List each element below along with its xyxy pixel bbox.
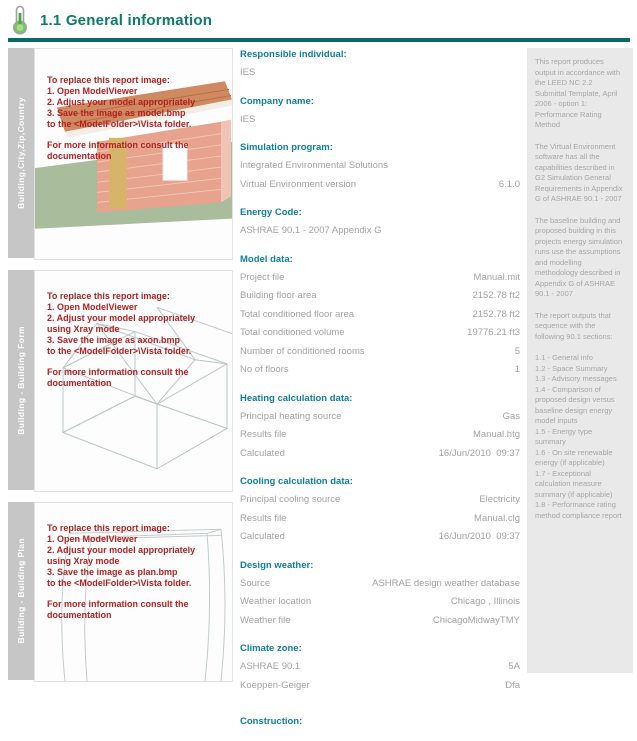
image-panels-column: [8, 48, 233, 692]
row-label: Virtual Environment version: [240, 178, 356, 190]
row-label: IES: [240, 113, 256, 125]
report-sections: [240, 46, 520, 741]
section-cooling-calculation-data: [240, 473, 520, 547]
panel-vertical-label: Building - Building Plan: [16, 538, 26, 644]
sidebar-paragraph: This report produces output in accordance with the LEED NC 2.2 Submittal Template, April 2006 - option 1: Performance Rating Method: [535, 57, 621, 129]
row-label: Calculated: [240, 531, 285, 542]
section-title: Climate zone:: [240, 643, 302, 654]
row-value: Gas: [502, 410, 520, 422]
data-row: [240, 111, 520, 130]
overlay-instruction-line: documentation: [47, 378, 112, 388]
section-title: Model data:: [240, 253, 293, 265]
data-row: [240, 658, 520, 677]
row-value: 16/Jun/2010 09:37: [438, 447, 520, 459]
row-label: Weather file: [240, 614, 291, 626]
row-label: ASHRAE 90.1 - 2007 Appendix G: [240, 225, 382, 236]
data-row: [240, 593, 520, 612]
overlay-instruction-line: [47, 357, 227, 367]
sidebar-notes: [527, 48, 633, 673]
row-value: 2152.78 ft2: [472, 308, 520, 320]
panel-side-strip: [8, 48, 34, 258]
row-value: Electricity: [479, 494, 520, 505]
row-label: Principal cooling source: [240, 494, 341, 505]
data-row: [240, 361, 520, 380]
section-heating-calculation-data: [240, 390, 520, 464]
panel-building-plan: [8, 502, 233, 682]
sidebar-section-item: 1.8 - Performance rating method compliance report: [535, 500, 622, 520]
section-title: Construction:: [240, 716, 303, 727]
sidebar-section-item: 1.6 - On site renewable energy (if applicable): [535, 447, 613, 467]
overlay-instruction-line: For more information consult the: [47, 367, 189, 377]
row-label: Total conditioned floor area: [240, 308, 355, 320]
row-label: Koeppen-Geiger: [240, 679, 310, 691]
section-climate-zone: [240, 640, 520, 695]
row-label: Integrated Environmental Solutions: [240, 160, 388, 171]
section-title: Simulation program:: [240, 142, 333, 153]
overlay-instruction-line: [47, 589, 227, 599]
row-value: 1: [514, 364, 520, 375]
panel-building-city-zip-country: [8, 48, 233, 260]
panel-side-strip: [8, 270, 34, 490]
row-label: Number of conditioned rooms: [240, 345, 365, 357]
row-value: Manual.clg: [474, 512, 520, 524]
sidebar-section-list: [535, 353, 625, 521]
panel-vertical-label: Building,City,Zip,Country: [16, 97, 26, 209]
sidebar-paragraph: The Virtual Environment software has all the capabilities described in G2 Simulation General Requirements in Appendix G of ASHRAE 90.1 - 2007: [535, 141, 623, 203]
data-row: [240, 528, 520, 547]
overlay-instruction-line: 1. Open ModelViewer: [47, 302, 138, 312]
overlay-instructions: [47, 75, 227, 162]
data-row: [240, 343, 520, 362]
panel-vertical-label: Building - Building Form: [16, 325, 26, 435]
sidebar-section-item: 1.5 - Energy type summary: [535, 426, 593, 446]
overlay-instruction-line: using Xray mode: [47, 556, 120, 566]
data-row: [240, 408, 520, 427]
overlay-instruction-line: 3. Save the image as plan.bmp: [47, 567, 178, 577]
overlay-instruction-line: To replace this report image:: [47, 75, 170, 85]
overlay-instruction-line: to the <ModelFolder>\Vista folder.: [47, 119, 192, 129]
data-row: [240, 510, 520, 529]
model-image-area: [34, 48, 233, 260]
overlay-instruction-line: 1. Open ModelViewer: [47, 534, 138, 544]
thermometer-icon: [8, 5, 32, 35]
section-construction: [240, 713, 520, 731]
section-title: Design weather:: [240, 559, 314, 571]
data-row: [240, 157, 520, 176]
data-row: [240, 222, 520, 241]
row-value: 5: [514, 345, 520, 357]
sidebar-paragraph: The report outputs that sequence with the following 90.1 sections:: [535, 310, 613, 341]
row-value: Dfa: [505, 679, 520, 691]
data-row: [240, 269, 520, 288]
section-title: Cooling calculation data:: [240, 476, 353, 487]
data-row: [240, 306, 520, 325]
row-value: ChicagoMidwayTMY: [432, 614, 520, 626]
row-label: ASHRAE 90.1: [240, 661, 301, 672]
data-row: [240, 491, 520, 510]
row-label: Building floor area: [240, 290, 317, 301]
row-label: Source: [240, 577, 271, 589]
panel-side-strip: [8, 502, 34, 680]
data-row: [240, 445, 520, 464]
data-row: [240, 677, 520, 696]
row-label: Results file: [240, 512, 287, 524]
panel-building-form: [8, 270, 233, 492]
model-image-area: [34, 270, 233, 492]
row-value: 2152.78 ft2: [472, 290, 520, 301]
page-title: 1.1 General information: [40, 11, 213, 29]
overlay-instruction-line: documentation: [47, 151, 112, 161]
row-value: 6.1.0: [498, 178, 520, 190]
row-value: Manual.mit: [473, 271, 520, 283]
overlay-instruction-line: 1. Open ModelViewer: [47, 86, 138, 96]
overlay-instruction-line: to the <ModelFolder>\Vista folder.: [47, 346, 192, 356]
overlay-instruction-line: For more information consult the: [47, 599, 189, 609]
row-value: 16/Jun/2010 09:37: [438, 531, 520, 542]
overlay-instruction-line: 2. Adjust your model appropriately: [47, 545, 196, 555]
overlay-instructions: [47, 291, 227, 389]
report-header: [8, 4, 630, 42]
data-row: [240, 287, 520, 306]
overlay-instruction-line: To replace this report image:: [47, 523, 170, 533]
section-design-weather: [240, 557, 520, 631]
overlay-instruction-line: 2. Adjust your model appropriately: [47, 97, 196, 107]
overlay-instruction-line: [47, 130, 227, 140]
data-row: [240, 64, 520, 83]
data-row: [240, 575, 520, 594]
sidebar-paragraph: The baseline building and proposed building in this projects energy simulation runs use the assumptions and modelling methodology described in Appendix G of ASHRAE 90.1 - 2007: [535, 215, 623, 298]
sidebar-section-item: 1.2 - Space Summary: [535, 363, 608, 373]
overlay-instruction-line: 3. Save the image as model.bmp: [47, 108, 186, 118]
model-image-area: [34, 502, 233, 682]
section-energy-code: [240, 204, 520, 241]
sidebar-section-item: 1.7 - Exceptional calculation measure summary (if applicable): [535, 468, 613, 499]
section-responsible-individual: [240, 46, 520, 83]
row-label: No of floors: [240, 364, 289, 375]
row-label: IES: [240, 67, 256, 78]
header-rule: [8, 38, 630, 42]
data-row: [240, 426, 520, 445]
row-value: ASHRAE design weather database: [372, 577, 520, 589]
row-label: Results file: [240, 429, 287, 440]
overlay-instruction-line: To replace this report image:: [47, 291, 170, 301]
sidebar-section-item: 1.3 - Advisory messages: [535, 374, 617, 383]
row-value: Manual.htg: [472, 429, 520, 440]
section-model-data: [240, 251, 520, 380]
overlay-instruction-line: For more information consult the: [47, 140, 189, 150]
row-value: 5A: [508, 661, 520, 672]
row-label: Calculated: [240, 447, 285, 459]
row-value: 19776.21 ft3: [467, 327, 520, 338]
section-title: Energy Code:: [240, 207, 302, 218]
row-label: Weather location: [240, 596, 312, 607]
overlay-instructions: [47, 523, 227, 621]
sidebar-section-item: 1.1 - General info: [535, 353, 593, 362]
overlay-instruction-line: documentation: [47, 610, 112, 620]
data-row: [240, 324, 520, 343]
overlay-instruction-line: using Xray mode: [47, 324, 120, 334]
row-value: Chicago , Illinois: [450, 596, 520, 607]
section-simulation-program: [240, 139, 520, 194]
section-title: Responsible individual:: [240, 49, 347, 60]
section-title: Company name:: [240, 95, 314, 107]
overlay-instruction-line: to the <ModelFolder>\Vista folder.: [47, 578, 192, 588]
section-title: Heating calculation data:: [240, 392, 353, 404]
data-row: [240, 612, 520, 631]
data-row: [240, 176, 520, 195]
row-label: Total conditioned volume: [240, 327, 345, 338]
row-label: Principal heating source: [240, 410, 342, 422]
overlay-instruction-line: 2. Adjust your model appropriately: [47, 313, 196, 323]
sidebar-section-item: 1.4 - Comparison of proposed design versus baseline design energy model inputs: [535, 384, 615, 425]
row-label: Project file: [240, 271, 285, 283]
overlay-instruction-line: 3. Save the image as axon.bmp: [47, 335, 181, 345]
section-company-name: [240, 93, 520, 130]
